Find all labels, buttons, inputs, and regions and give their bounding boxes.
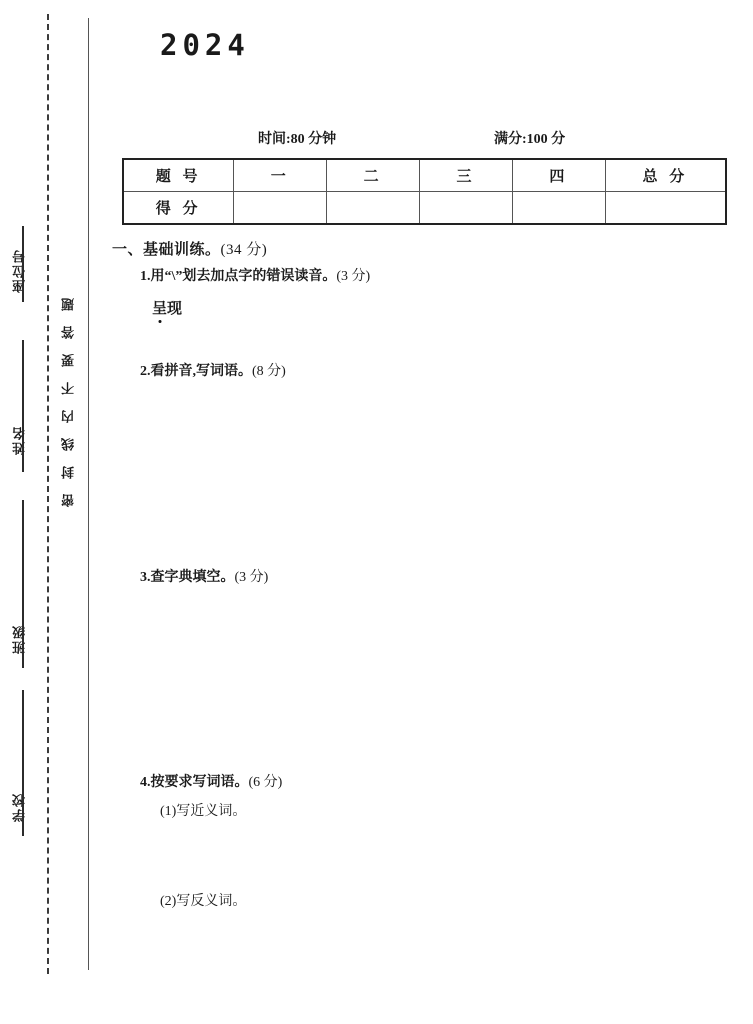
sealing-margin [0, 0, 112, 1024]
info-rule-name [22, 340, 24, 472]
question-1-points: (3 分) [336, 269, 371, 284]
question-2-heading [140, 360, 286, 380]
question-4-heading [140, 771, 282, 791]
score-table-col-1: 一 [234, 159, 327, 192]
question-2-number: 2. [140, 364, 151, 379]
pron-char: 呈 [152, 301, 168, 317]
pron-char: 现 [167, 301, 183, 317]
score-table-row-label: 得 分 [123, 192, 234, 225]
question-4-sub2-label: (2)写反义词。 [160, 894, 247, 909]
question-4-points: (6 分) [248, 775, 283, 790]
question-1-title: 用“\”划去加点字的错误读音。 [150, 269, 337, 284]
table-row [123, 159, 726, 192]
pron-row-2 [152, 326, 752, 354]
seal-solid-line [88, 18, 89, 970]
pron-item[interactable] [152, 297, 182, 318]
exam-total-label: 满分:100 分 [494, 132, 566, 147]
page-title: 2024 [160, 28, 250, 62]
info-label-seat: 座位号 [12, 248, 27, 293]
seal-dashed-line [47, 14, 49, 974]
score-cell-3[interactable] [420, 192, 513, 225]
question-4-title: 按要求写词语。 [150, 775, 249, 790]
exam-time-label: 时间:80 分钟 [258, 132, 337, 147]
section-1-heading [112, 238, 267, 259]
score-table-col-total: 总 分 [605, 159, 726, 192]
info-label-school: 学校 [12, 792, 27, 822]
score-table-col-2: 二 [327, 159, 420, 192]
info-label-class: 班级 [12, 624, 27, 654]
score-table-col-4: 四 [512, 159, 605, 192]
score-cell-2[interactable] [327, 192, 420, 225]
score-table-col-3: 三 [420, 159, 513, 192]
section-1-title: 一、基础训练。 [112, 242, 221, 258]
section-1-points: (34 分) [220, 242, 268, 258]
question-3-points: (3 分) [234, 570, 269, 585]
info-rule-class [22, 500, 24, 668]
score-cell-total[interactable] [605, 192, 726, 225]
score-table [122, 158, 727, 225]
question-2-points: (8 分) [252, 364, 286, 379]
pron-row-1 [152, 297, 752, 325]
table-row [123, 192, 726, 225]
question-2-title: 看拼音,写词语。 [150, 364, 252, 379]
question-1-heading [140, 265, 370, 285]
score-cell-4[interactable] [512, 192, 605, 225]
score-cell-1[interactable] [234, 192, 327, 225]
score-table-row-label: 题 号 [123, 159, 234, 192]
pron-word [152, 301, 182, 317]
question-3-number: 3. [140, 570, 151, 585]
info-rule-seat [22, 226, 24, 302]
question-3-heading [140, 566, 268, 586]
exam-paper-body [112, 0, 753, 1024]
question-4-number: 4. [140, 775, 151, 790]
info-label-name: 姓名 [12, 425, 27, 455]
question-1-number: 1. [140, 269, 151, 284]
question-4-sub1-label: (1)写近义词。 [160, 804, 247, 819]
info-rule-school [22, 690, 24, 836]
question-3-title: 查字典填空。 [150, 570, 235, 585]
seal-phrase: 密封线内不要答题 [61, 283, 76, 507]
